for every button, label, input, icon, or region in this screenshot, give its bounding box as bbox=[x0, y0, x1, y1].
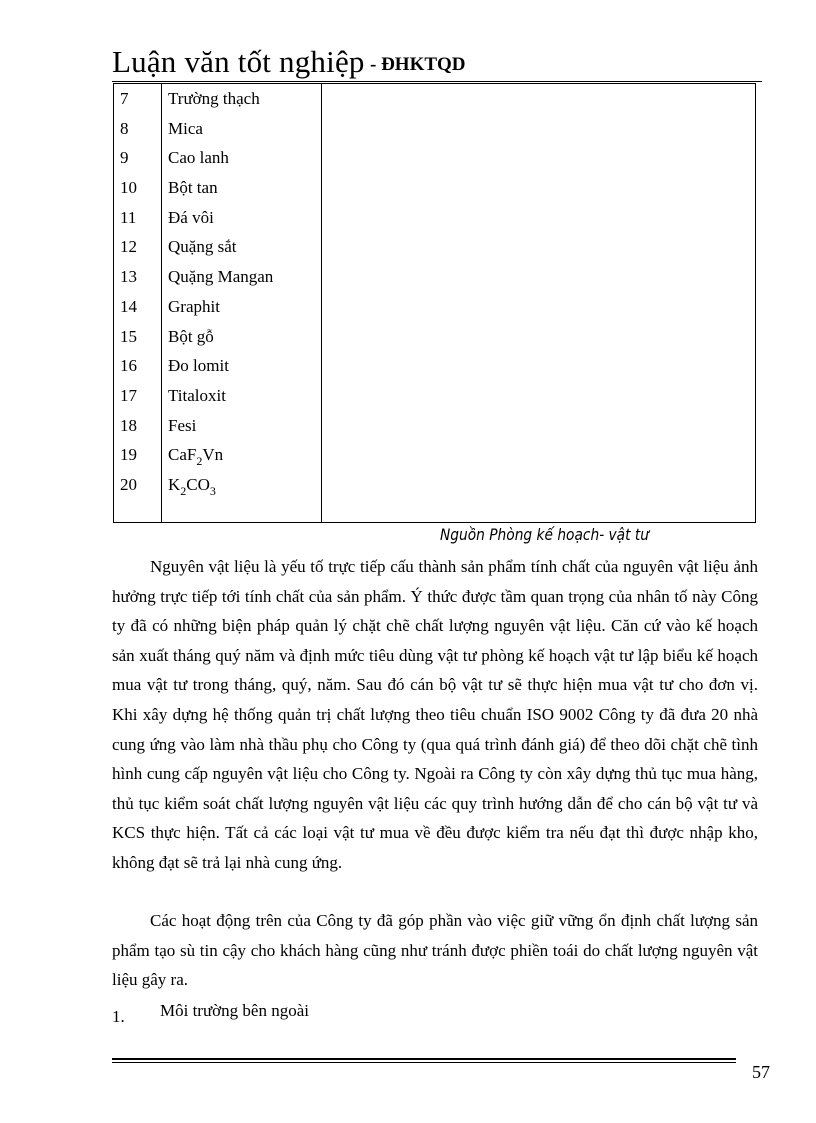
number-column bbox=[114, 84, 162, 523]
section-heading bbox=[112, 996, 309, 1025]
table-row-number: 10 bbox=[120, 178, 137, 198]
material-name: Quặng Mangan bbox=[168, 267, 274, 287]
material-name: Đá vôi bbox=[168, 207, 214, 227]
table-row-number: 9 bbox=[120, 148, 129, 168]
material-name: Fesi bbox=[168, 415, 197, 435]
table-row-number: 16 bbox=[120, 356, 137, 376]
material-name: Mica bbox=[168, 118, 203, 138]
material-name: Graphit bbox=[168, 296, 220, 316]
paragraph-text: Các hoạt động trên của Công ty đã góp phần vào việc giữ vững ổn định chất lượng sản phẩm tạo sù tin cậy cho khách hàng cũng như tránh được phiền toái do chất lượng nguyên vật liệu gây ra. bbox=[112, 911, 758, 990]
material-name: Quặng sắt bbox=[168, 237, 237, 257]
materials-table bbox=[113, 83, 756, 523]
section-number: 1. bbox=[112, 1007, 125, 1026]
body-paragraph bbox=[112, 906, 758, 995]
table-source-note: Nguồn Phòng kế hoạch- vật tư bbox=[440, 525, 649, 544]
paragraph-text: Nguyên vật liệu là yếu tố trực tiếp cấu thành sản phẩm tính chất của nguyên vật liệu ảnh hưởng trực tiếp tới tính chất của sản phẩm. Ý thức được tầm quan trọng của nhân tố này Công ty đã có những biện pháp quản lý chặt chẽ chất lượng nguyên vật liệu. Căn cứ vào kế hoạch sản xuất tháng quý năm và định mức tiêu dùng vật tư phòng kế hoạch vật tư lập biểu kế hoạch mua vật tư trong tháng, quý, năm. Sau đó cán bộ vật tư sẽ thực hiện mua vật tư cho đơn vị. Khi xây dựng hệ thống quản trị chất lượng theo tiêu chuẩn ISO 9002 Công ty đã đưa 20 nhà cung ứng vào làm nhà thầu phụ cho Công ty (qua quá trình đánh giá) để theo dõi chặt chẽ tình hình cung cấp nguyên vật liệu cho Công ty. Ngoài ra Công ty còn xây dựng thủ tục mua hàng, thủ tục kiểm soát chất lượng nguyên vật liệu các quy trình hướng dẫn để cho cán bộ vật tư và KCS thực hiện. Tất cả các loại vật tư mua về đều được kiểm tra nếu đạt thì được nhập kho, không đạt sẽ trả lại nhà cung ứng. bbox=[112, 557, 758, 872]
material-name: Cao lanh bbox=[168, 148, 229, 168]
empty-column bbox=[322, 84, 756, 523]
footer-divider-thin bbox=[112, 1062, 736, 1063]
table-row-number: 8 bbox=[120, 118, 129, 138]
material-name-caf2vn: CaF$_2$Vn bbox=[168, 445, 224, 469]
table-row-number: 18 bbox=[120, 415, 137, 435]
page-number: 57 bbox=[752, 1062, 770, 1082]
table-row-number: 19 bbox=[120, 445, 137, 465]
footer-divider bbox=[112, 1058, 736, 1060]
page-header bbox=[112, 44, 762, 82]
section-title: Môi trường bên ngoài bbox=[160, 1001, 309, 1020]
material-name: Bột tan bbox=[168, 178, 218, 198]
table-row-number: 12 bbox=[120, 237, 137, 257]
material-column bbox=[162, 84, 322, 523]
table-row-number: 15 bbox=[120, 326, 137, 346]
table-row-number: 14 bbox=[120, 296, 137, 316]
material-name: Titaloxit bbox=[168, 385, 226, 405]
table-row-number: 17 bbox=[120, 385, 137, 405]
material-name: Đo lomit bbox=[168, 356, 229, 376]
material-name: Bột gỗ bbox=[168, 326, 214, 346]
header-title: Luận văn tốt nghiệp bbox=[112, 44, 365, 79]
table-row-number: 13 bbox=[120, 267, 137, 287]
body-paragraph bbox=[112, 552, 758, 878]
table-row-number: 7 bbox=[120, 89, 129, 108]
material-name: Trường thạch bbox=[168, 89, 260, 108]
header-subtitle: - ĐHKTQD bbox=[370, 54, 466, 75]
material-name-k2co3: $K_2CO_3$ bbox=[168, 474, 216, 498]
table-row-number: 20 bbox=[120, 474, 137, 494]
header-divider bbox=[112, 81, 762, 82]
table-row-number: 11 bbox=[120, 207, 137, 227]
